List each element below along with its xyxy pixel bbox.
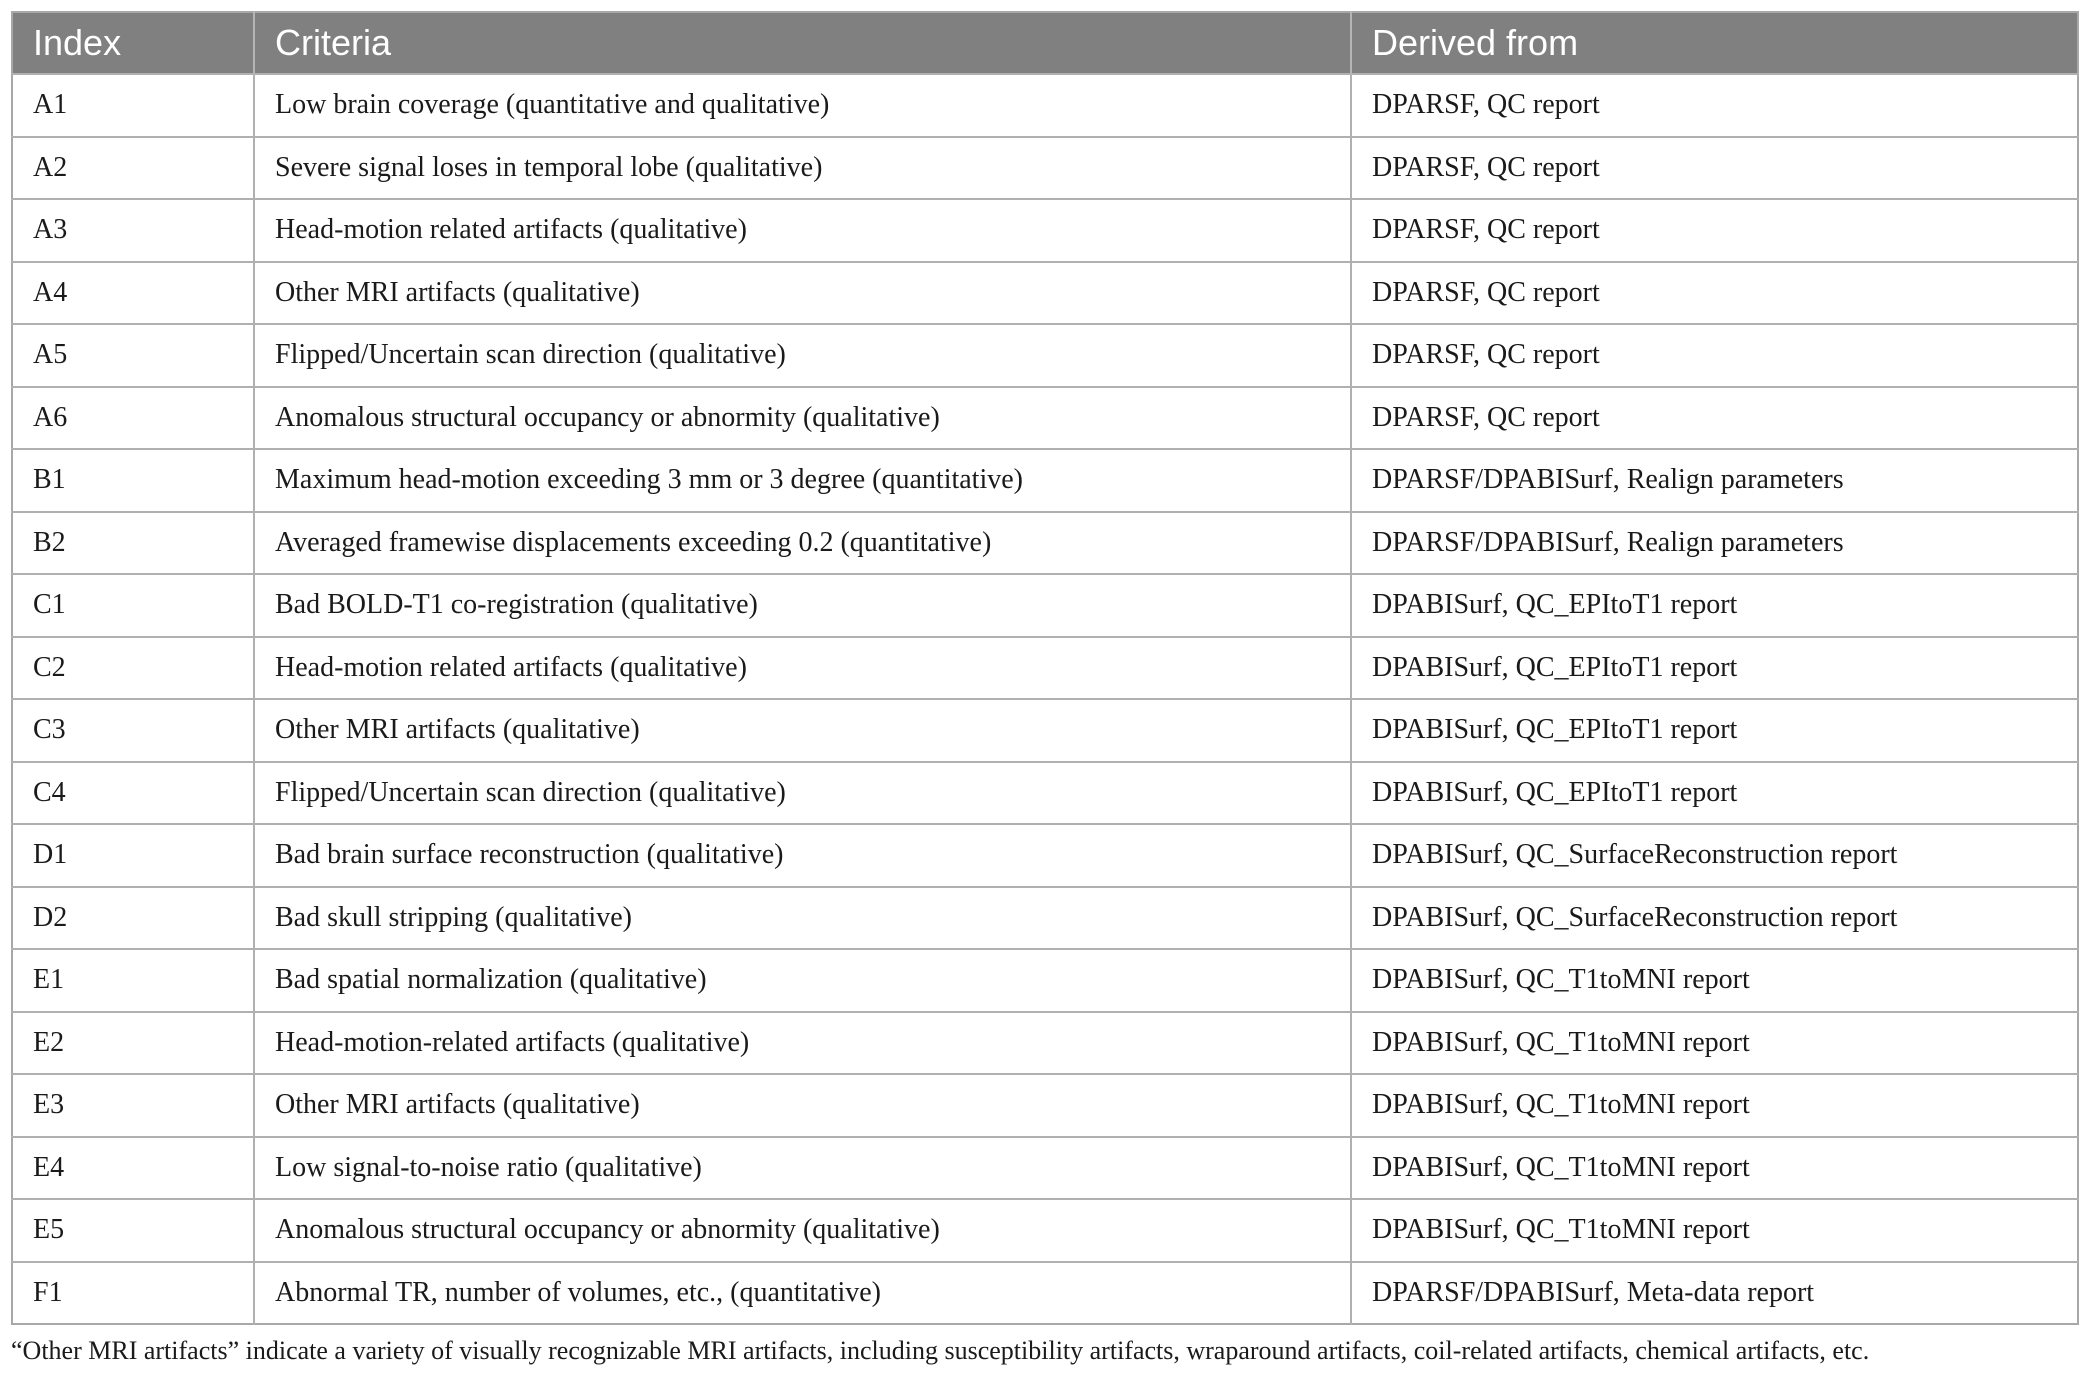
cell-criteria: Maximum head-motion exceeding 3 mm or 3 degree (quantitative) (254, 449, 1351, 512)
cell-criteria: Flipped/Uncertain scan direction (qualitative) (254, 324, 1351, 387)
qc-criteria-table (11, 11, 2079, 1325)
cell-index: B1 (12, 449, 254, 512)
qc-criteria-table-container (11, 11, 2077, 1325)
cell-index: F1 (12, 1262, 254, 1325)
cell-criteria: Flipped/Uncertain scan direction (qualitative) (254, 762, 1351, 825)
table-row (12, 137, 2078, 200)
header-criteria: Criteria (254, 12, 1351, 74)
table-body (12, 74, 2078, 1324)
header-index: Index (12, 12, 254, 74)
table-row (12, 699, 2078, 762)
cell-criteria: Head-motion related artifacts (qualitative) (254, 637, 1351, 700)
cell-index: C1 (12, 574, 254, 637)
table-row (12, 1262, 2078, 1325)
table-row (12, 199, 2078, 262)
cell-derived-from: DPABISurf, QC_EPItoT1 report (1351, 637, 2078, 700)
cell-derived-from: DPARSF, QC report (1351, 74, 2078, 137)
cell-criteria: Other MRI artifacts (qualitative) (254, 1074, 1351, 1137)
cell-criteria: Low signal-to-noise ratio (qualitative) (254, 1137, 1351, 1200)
cell-criteria: Abnormal TR, number of volumes, etc., (quantitative) (254, 1262, 1351, 1325)
table-row (12, 1199, 2078, 1262)
cell-index: A3 (12, 199, 254, 262)
table-row (12, 762, 2078, 825)
cell-derived-from: DPARSF, QC report (1351, 262, 2078, 325)
cell-index: E2 (12, 1012, 254, 1075)
table-row (12, 1074, 2078, 1137)
cell-index: A4 (12, 262, 254, 325)
cell-criteria: Bad BOLD-T1 co-registration (qualitative) (254, 574, 1351, 637)
table-row (12, 1012, 2078, 1075)
cell-criteria: Head-motion related artifacts (qualitative) (254, 199, 1351, 262)
table-row (12, 887, 2078, 950)
table-row (12, 824, 2078, 887)
table-row (12, 512, 2078, 575)
cell-derived-from: DPARSF/DPABISurf, Realign parameters (1351, 512, 2078, 575)
cell-criteria: Averaged framewise displacements exceeding 0.2 (quantitative) (254, 512, 1351, 575)
cell-index: A2 (12, 137, 254, 200)
cell-criteria: Other MRI artifacts (qualitative) (254, 262, 1351, 325)
cell-index: A6 (12, 387, 254, 450)
table-row (12, 262, 2078, 325)
cell-derived-from: DPABISurf, QC_EPItoT1 report (1351, 762, 2078, 825)
cell-derived-from: DPABISurf, QC_T1toMNI report (1351, 1199, 2078, 1262)
cell-index: E3 (12, 1074, 254, 1137)
cell-derived-from: DPABISurf, QC_T1toMNI report (1351, 949, 2078, 1012)
cell-index: C2 (12, 637, 254, 700)
cell-index: C3 (12, 699, 254, 762)
cell-criteria: Head-motion-related artifacts (qualitative) (254, 1012, 1351, 1075)
cell-derived-from: DPARSF/DPABISurf, Realign parameters (1351, 449, 2078, 512)
cell-index: A5 (12, 324, 254, 387)
cell-index: E1 (12, 949, 254, 1012)
cell-criteria: Anomalous structural occupancy or abnormity (qualitative) (254, 387, 1351, 450)
cell-derived-from: DPABISurf, QC_SurfaceReconstruction report (1351, 887, 2078, 950)
cell-criteria: Other MRI artifacts (qualitative) (254, 699, 1351, 762)
cell-index: E4 (12, 1137, 254, 1200)
table-row (12, 324, 2078, 387)
table-row (12, 387, 2078, 450)
cell-criteria: Bad spatial normalization (qualitative) (254, 949, 1351, 1012)
cell-index: D1 (12, 824, 254, 887)
cell-index: C4 (12, 762, 254, 825)
cell-derived-from: DPABISurf, QC_EPItoT1 report (1351, 574, 2078, 637)
table-row (12, 574, 2078, 637)
table-row (12, 949, 2078, 1012)
cell-derived-from: DPABISurf, QC_T1toMNI report (1351, 1137, 2078, 1200)
cell-criteria: Low brain coverage (quantitative and qualitative) (254, 74, 1351, 137)
cell-index: D2 (12, 887, 254, 950)
cell-derived-from: DPARSF, QC report (1351, 387, 2078, 450)
cell-criteria: Anomalous structural occupancy or abnormity (qualitative) (254, 1199, 1351, 1262)
cell-index: B2 (12, 512, 254, 575)
cell-derived-from: DPABISurf, QC_EPItoT1 report (1351, 699, 2078, 762)
table-row (12, 637, 2078, 700)
cell-derived-from: DPARSF/DPABISurf, Meta-data report (1351, 1262, 2078, 1325)
cell-derived-from: DPARSF, QC report (1351, 324, 2078, 387)
cell-criteria: Bad skull stripping (qualitative) (254, 887, 1351, 950)
table-footnote: “Other MRI artifacts” indicate a variety of visually recognizable MRI artifacts, including susceptibility artifacts, wraparound artifacts, coil-related artifacts, chemical artifacts, etc. (11, 1336, 1870, 1365)
table-row (12, 74, 2078, 137)
cell-derived-from: DPABISurf, QC_T1toMNI report (1351, 1074, 2078, 1137)
table-row (12, 1137, 2078, 1200)
cell-derived-from: DPARSF, QC report (1351, 199, 2078, 262)
cell-index: E5 (12, 1199, 254, 1262)
cell-criteria: Bad brain surface reconstruction (qualitative) (254, 824, 1351, 887)
header-row (12, 12, 2078, 74)
cell-criteria: Severe signal loses in temporal lobe (qualitative) (254, 137, 1351, 200)
cell-derived-from: DPABISurf, QC_SurfaceReconstruction report (1351, 824, 2078, 887)
table-header (12, 12, 2078, 74)
cell-index: A1 (12, 74, 254, 137)
cell-derived-from: DPABISurf, QC_T1toMNI report (1351, 1012, 2078, 1075)
header-derived-from: Derived from (1351, 12, 2078, 74)
cell-derived-from: DPARSF, QC report (1351, 137, 2078, 200)
table-row (12, 449, 2078, 512)
